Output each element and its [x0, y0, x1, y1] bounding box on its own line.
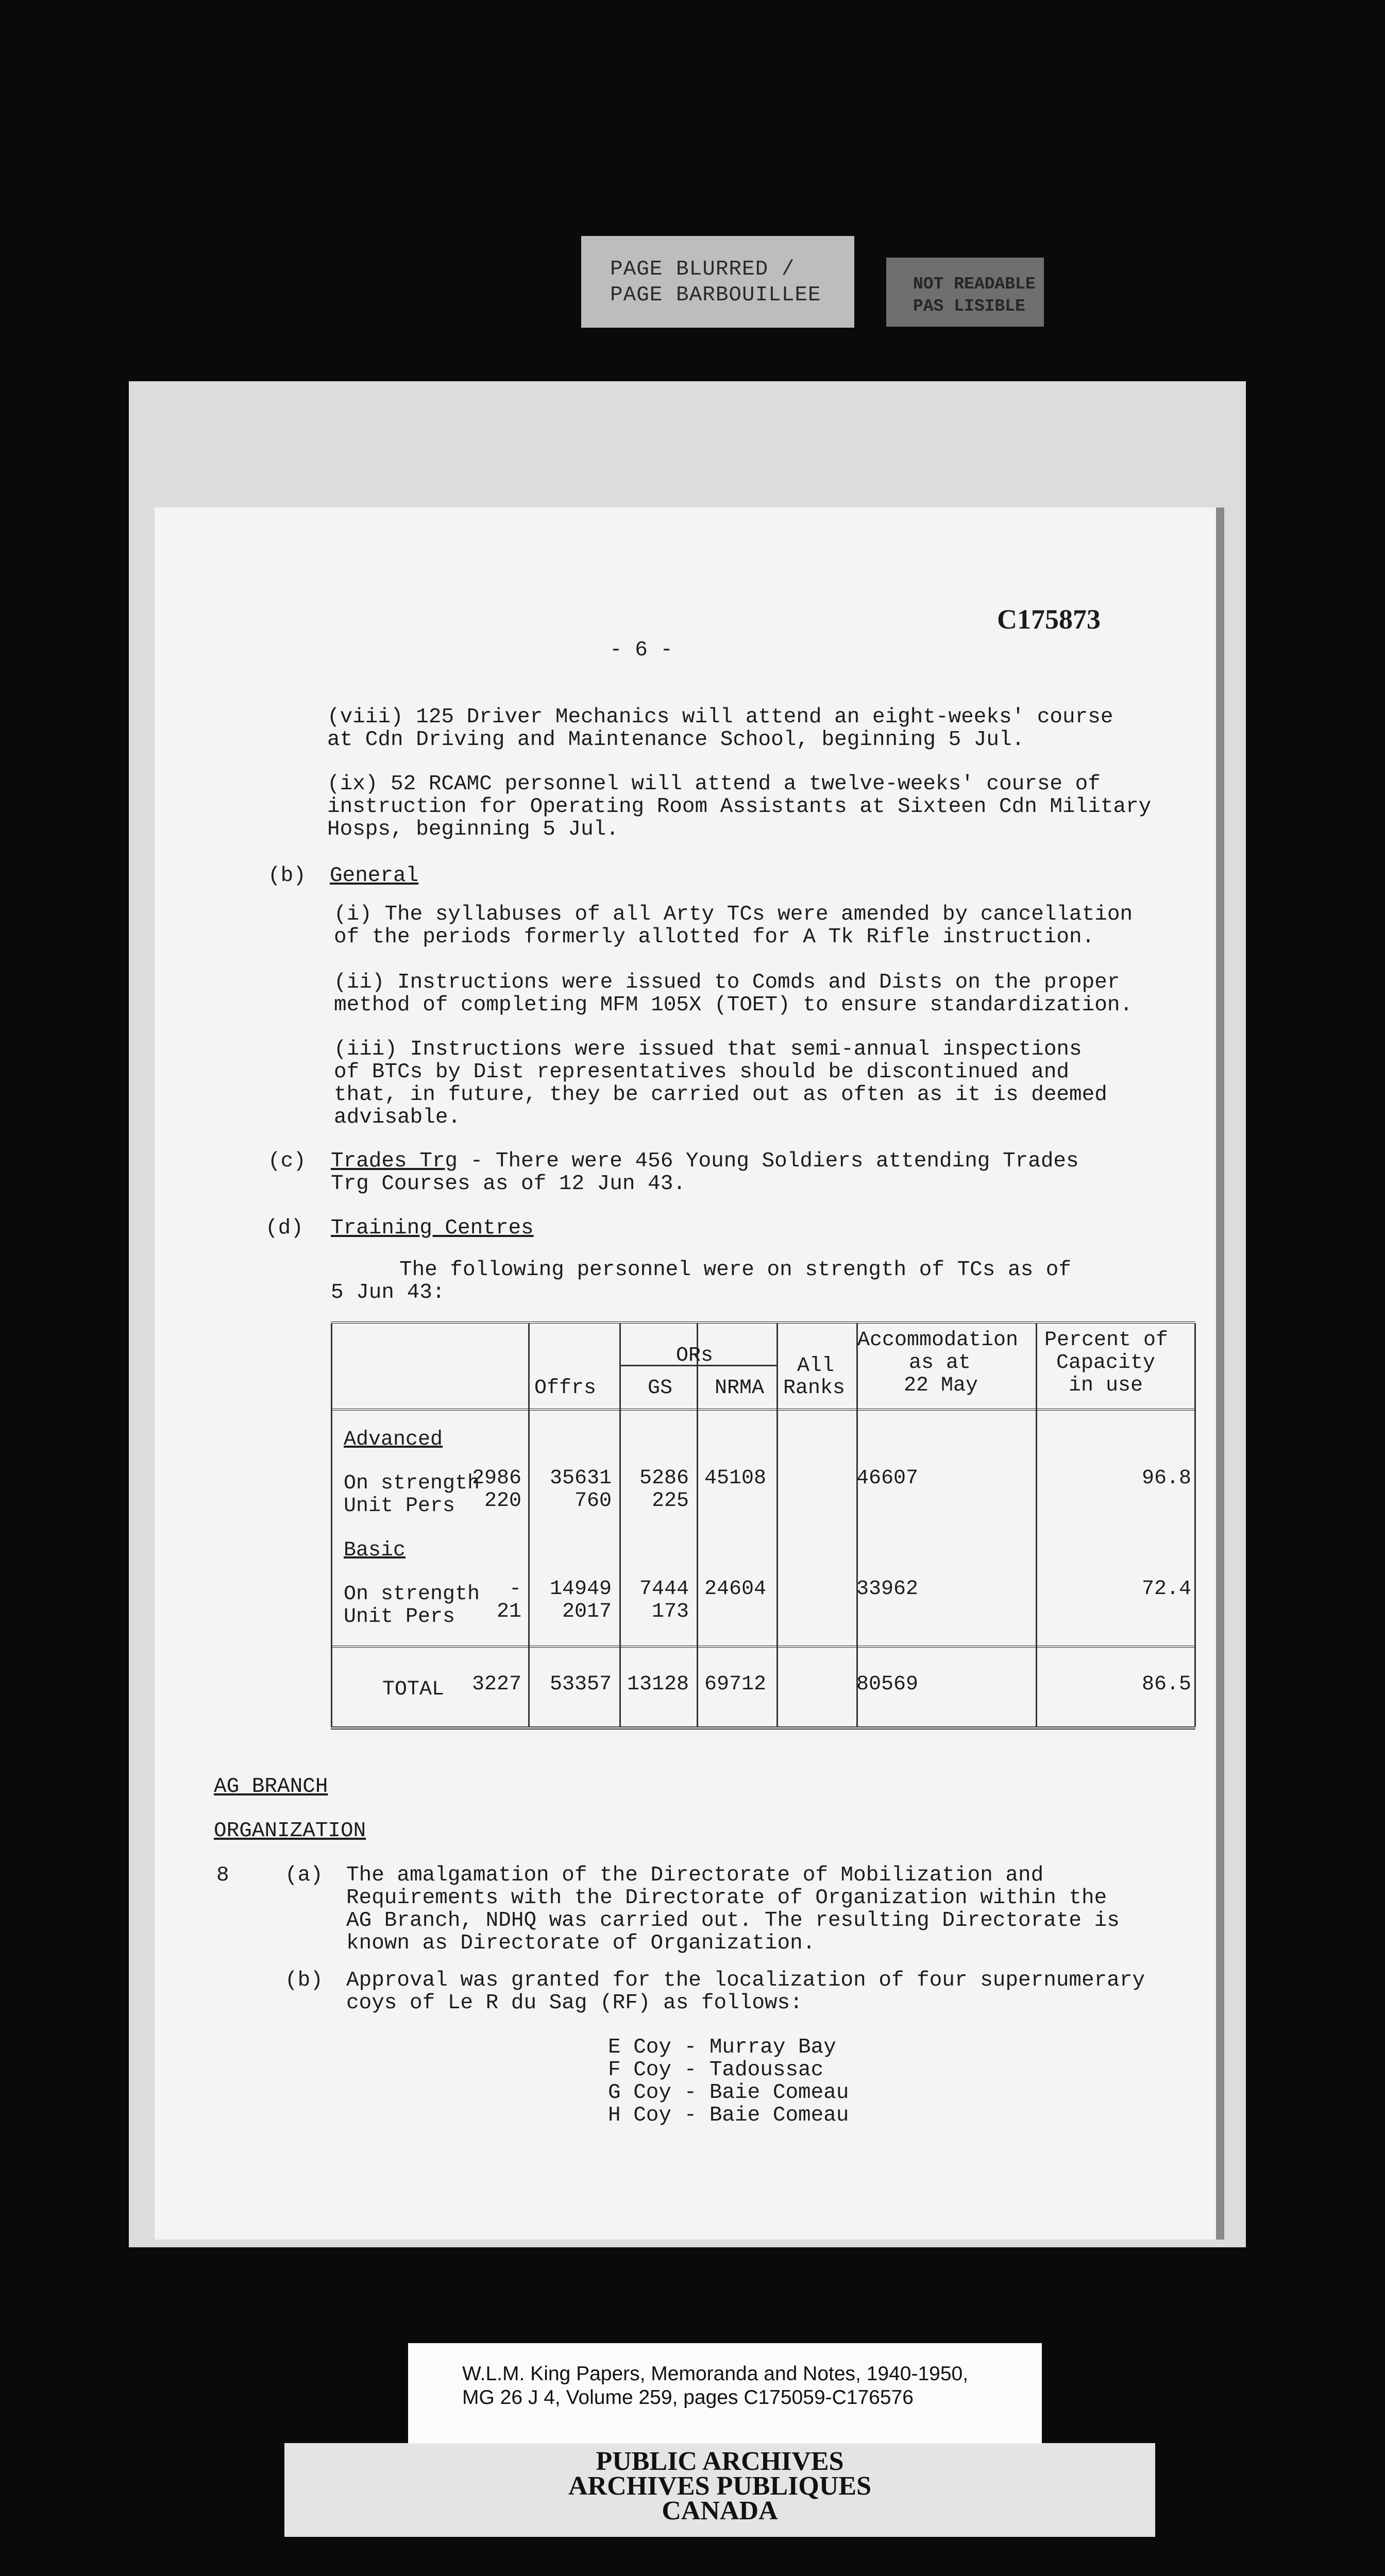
row-label: Unit Pers — [344, 1495, 455, 1518]
item-ix-line: instruction for Operating Room Assistants at Sixteen Cdn Military — [327, 795, 1152, 819]
cell-gs: 760 — [574, 1489, 612, 1513]
section-c-line — [331, 1150, 1079, 1173]
header-accommodation: 22 May — [904, 1374, 978, 1397]
ag-item-a-line: known as Directorate of Organization. — [346, 1931, 816, 1955]
section-d-label: (d) — [265, 1216, 303, 1240]
item-viii-line: at Cdn Driving and Maintenance School, beginning 5 Jul. — [327, 728, 1025, 752]
cell-all-ranks: 69712 — [704, 1673, 766, 1696]
archives-label-fr: ARCHIVES PUBLIQUES — [568, 2471, 872, 2501]
cell-percent: 86.5 — [1141, 1673, 1191, 1696]
archives-label-country: CANADA — [662, 2496, 778, 2526]
section-c-text: - There were 456 Young Soldiers attending Trades — [458, 1149, 1079, 1173]
ag-item-a-label: (a) — [285, 1863, 323, 1887]
ag-item-a-line: Requirements with the Directorate of Organization within the — [346, 1886, 1107, 1910]
training-centres-table — [331, 1321, 1195, 1730]
section-c-line: Trg Courses as of 12 Jun 43. — [331, 1172, 686, 1196]
cell-nrma: 7444 — [639, 1578, 689, 1601]
item-b-iii-line: of BTCs by Dist representatives should be discontinued and — [334, 1060, 1070, 1084]
item-b-iii-line: (iii) Instructions were issued that semi-annual inspections — [334, 1038, 1082, 1061]
cell-accommodation: 46607 — [856, 1467, 918, 1490]
section-b-title: General — [330, 864, 419, 888]
cell-offrs: 21 — [496, 1600, 521, 1623]
cell-nrma: 225 — [651, 1489, 689, 1513]
unreadable-label-fr: PAS LISIBLE — [913, 297, 1025, 316]
header-offrs: Offrs — [534, 1377, 597, 1400]
ag-item-a-line: The amalgamation of the Directorate of Mobilization and — [346, 1863, 1044, 1887]
cell-offrs: - — [509, 1578, 521, 1601]
citation-card — [408, 2343, 1042, 2444]
header-percent-capacity: in use — [1069, 1374, 1143, 1397]
not-readable-stamp — [886, 258, 1044, 327]
cell-all-ranks: 24604 — [704, 1578, 766, 1601]
ag-item-a-line: AG Branch, NDHQ was carried out. The resulting Directorate is — [346, 1909, 1120, 1933]
item-b-i-line: of the periods formerly allotted for A Tk Rifle instruction. — [334, 925, 1095, 949]
page-number: - 6 - — [610, 638, 673, 662]
row-label: On strength — [344, 1472, 480, 1495]
header-percent-capacity: Percent of — [1044, 1329, 1169, 1352]
section-b-label: (b) — [268, 864, 306, 888]
cell-all-ranks: 45108 — [704, 1467, 766, 1490]
item-b-ii-line: (ii) Instructions were issued to Comds and Dists on the proper — [334, 971, 1120, 994]
coy-location: H Coy - Baie Comeau — [608, 2104, 849, 2127]
page-blurred-stamp — [581, 236, 854, 328]
cell-percent: 72.4 — [1141, 1578, 1191, 1601]
section-c-label: (c) — [268, 1149, 306, 1173]
header-ors: ORs — [676, 1344, 714, 1367]
cell-accommodation: 80569 — [856, 1673, 918, 1696]
item-b-ii-line: method of completing MFM 105X (TOET) to ensure standardization. — [334, 993, 1133, 1017]
header-accommodation: Accommodation — [857, 1329, 1019, 1352]
item-ix-line: (ix) 52 RCAMC personnel will attend a twelve-weeks' course of — [327, 772, 1101, 796]
cell-offrs: 3227 — [471, 1673, 521, 1696]
coy-location: E Coy - Murray Bay — [608, 2036, 836, 2059]
section-d-line: The following personnel were on strength of TCs as of — [399, 1258, 1072, 1282]
coy-location: G Coy - Baie Comeau — [608, 2081, 849, 2105]
section-c-title: Trades Trg — [331, 1149, 458, 1173]
header-all-ranks: All — [797, 1354, 835, 1378]
ag-item-b-line: coys of Le R du Sag (RF) as follows: — [346, 1991, 803, 2015]
header-accommodation: as at — [909, 1351, 971, 1375]
blurred-label-fr: PAGE BARBOUILLEE — [610, 283, 821, 307]
ag-item-b-label: (b) — [285, 1969, 323, 1992]
citation-line: MG 26 J 4, Volume 259, pages C175059-C176576 — [462, 2386, 914, 2409]
cell-gs: 35631 — [549, 1467, 612, 1490]
item-ix-line: Hosps, beginning 5 Jul. — [327, 818, 619, 841]
row-label-total: TOTAL — [382, 1678, 445, 1701]
ag-branch-title: AG BRANCH — [214, 1775, 328, 1799]
cell-percent: 96.8 — [1141, 1467, 1191, 1490]
cell-nrma: 13128 — [627, 1673, 689, 1696]
cell-offrs: 2986 — [471, 1467, 521, 1490]
group-label-basic: Basic — [344, 1539, 406, 1562]
row-label: Unit Pers — [344, 1605, 455, 1629]
header-gs: GS — [648, 1377, 673, 1400]
cell-gs: 14949 — [549, 1578, 612, 1601]
coy-location: F Coy - Tadoussac — [608, 2058, 824, 2082]
section-d-line: 5 Jun 43: — [331, 1281, 445, 1304]
section-d-title: Training Centres — [331, 1216, 534, 1240]
ag-branch-subtitle: ORGANIZATION — [214, 1819, 366, 1843]
group-label-advanced: Advanced — [344, 1428, 443, 1451]
unreadable-label-en: NOT READABLE — [913, 275, 1036, 294]
blurred-label-en: PAGE BLURRED / — [610, 258, 795, 281]
paragraph-number: 8 — [216, 1863, 229, 1887]
cell-gs: 53357 — [549, 1673, 612, 1696]
cell-nrma: 173 — [651, 1600, 689, 1623]
cell-accommodation: 33962 — [856, 1578, 918, 1601]
header-percent-capacity: Capacity — [1056, 1351, 1156, 1375]
archives-label-en: PUBLIC ARCHIVES — [596, 2447, 844, 2476]
item-viii-line: (viii) 125 Driver Mechanics will attend an eight-weeks' course — [327, 705, 1113, 729]
header-nrma: NRMA — [715, 1377, 765, 1400]
ag-item-b-line: Approval was granted for the localization of four supernumerary — [346, 1969, 1145, 1992]
item-b-iii-line: that, in future, they be carried out as often as it is deemed — [334, 1083, 1107, 1107]
item-b-i-line: (i) The syllabuses of all Arty TCs were amended by cancellation — [334, 903, 1133, 926]
citation-line: W.L.M. King Papers, Memoranda and Notes, 1940-1950, — [462, 2363, 969, 2385]
row-label: On strength — [344, 1583, 480, 1606]
header-all-ranks: Ranks — [783, 1377, 846, 1400]
cell-offrs: 220 — [484, 1489, 521, 1513]
cell-gs: 2017 — [562, 1600, 612, 1623]
archive-reference-number: C175873 — [997, 604, 1101, 635]
cell-nrma: 5286 — [639, 1467, 689, 1490]
item-b-iii-line: advisable. — [334, 1106, 461, 1129]
